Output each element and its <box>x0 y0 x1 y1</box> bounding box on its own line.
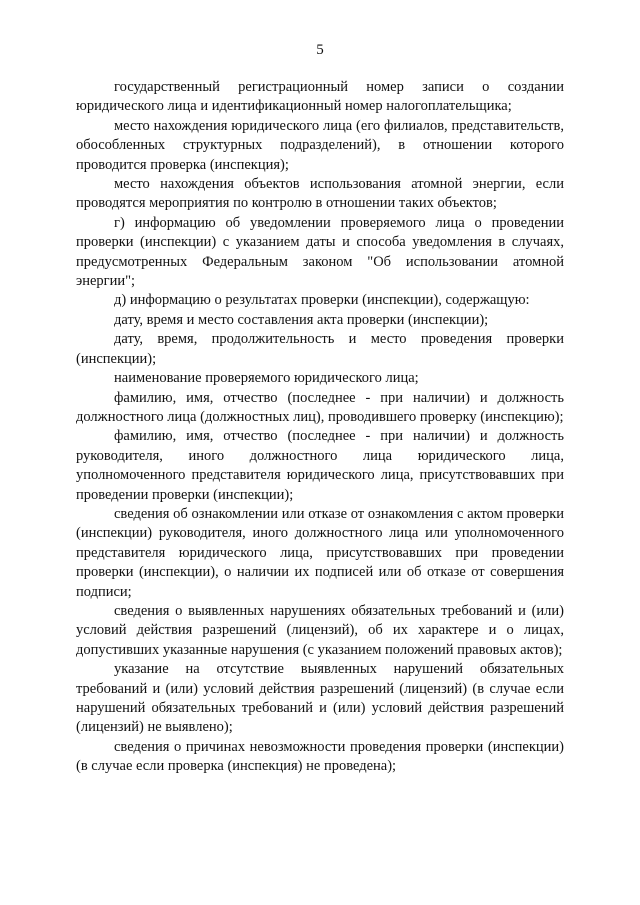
paragraph-notification-info: г) информацию об уведомлении проверяемого лица о проведении проверки (инспекции) с указанием даты и способа уведомления в случаях, предусмотренных Федеральным законом "Об использовании атомной энергии"; <box>76 214 564 290</box>
paragraph-manager-name: фамилию, имя, отчество (последнее - при наличии) и должность руководителя, иного должностного лица юридического лица, уполномоченного представителя юридического лица, присутствовавших при проведении проверки (инспекции); <box>76 428 564 503</box>
paragraph-no-violations: указание на отсутствие выявленных нарушений обязательных требований и (или) условий действия разрешений (лицензий) (в случае если нарушений обязательных требований и (или) условий действия разрешений (лицензий) не выявлено); <box>76 661 564 736</box>
paragraph-inspector-name: фамилию, имя, отчество (последнее - при наличии) и должность должностного лица (должностных лиц), проводившего проверку (инспекцию); <box>76 389 564 425</box>
paragraph-acquaintance-info: сведения об ознакомлении или отказе от ознакомления с актом проверки (инспекции) руководителя, иного должностного лица или уполномоченного представителя юридического лица, присутствовавших при проведении проверки (инспекции), о наличии их подписей или об отказе от совершения подписи; <box>76 505 564 600</box>
paragraph-results-info: д) информацию о результатах проверки (инспекции), содержащую: <box>114 292 530 309</box>
paragraph-act-date: дату, время и место составления акта проверки (инспекции); <box>114 311 489 328</box>
page-number: 5 <box>316 42 324 58</box>
document-body <box>76 78 564 777</box>
paragraph-location-nuclear-objects: место нахождения объектов использования атомной энергии, если проводятся мероприятия по контролю в отношении таких объектов; <box>76 176 564 212</box>
paragraph-impossibility-reasons: сведения о причинах невозможности проведения проверки (инспекции) (в случае если проверка (инспекция) не проведена); <box>76 738 564 775</box>
paragraph-violations-info: сведения о выявленных нарушениях обязательных требований и (или) условий действия разрешений (лицензий), об их характере и о лицах, допустивших указанные нарушения (с указанием положений правовых актов); <box>76 602 564 658</box>
paragraph-entity-name: наименование проверяемого юридического лица; <box>114 370 419 387</box>
paragraph-inspection-date: дату, время, продолжительность и место проведения проверки (инспекции); <box>76 331 564 367</box>
paragraph-location-legal-entity: место нахождения юридического лица (его филиалов, представительств, обособленных структурных подразделений), в отношении которого проводится проверка (инспекция); <box>76 117 564 173</box>
paragraph-registration-number: государственный регистрационный номер записи о создании юридического лица и идентификационный номер налогоплательщика; <box>76 79 564 115</box>
